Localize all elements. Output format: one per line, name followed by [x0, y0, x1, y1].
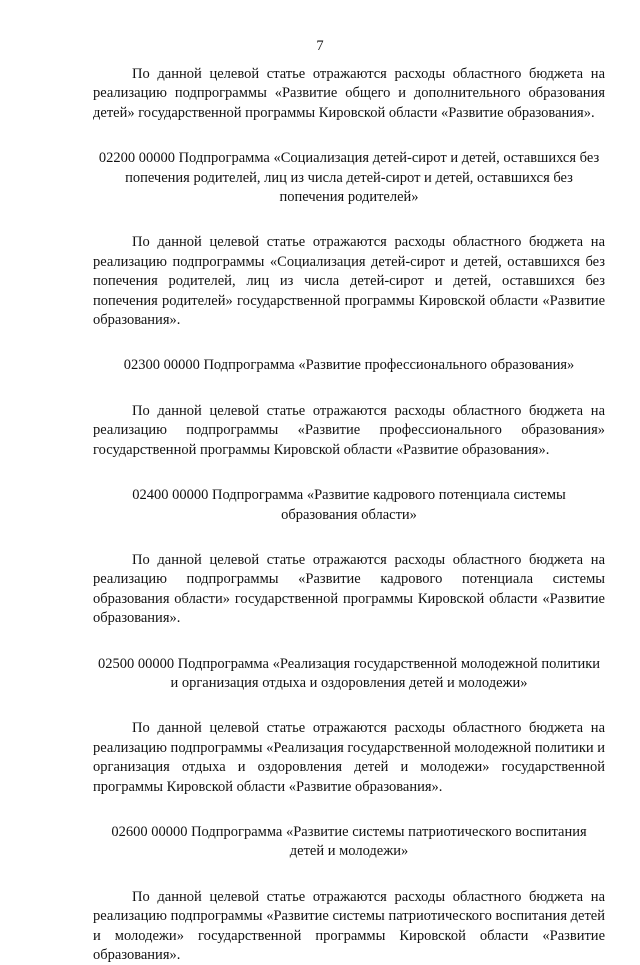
paragraph-subprogram-0210: По данной целевой статье отражаются расходы областного бюджета на реализацию подпрограммы «Развитие общего и дополнительного образования детей» государственной программы Кировской области «Развитие образования».	[93, 66, 605, 121]
paragraph-subprogram-02300: По данной целевой статье отражаются расходы областного бюджета на реализацию подпрограммы «Развитие профессионального образования» государственной программы Кировской области «Развитие образования».	[93, 402, 605, 458]
paragraph-subprogram-02200: По данной целевой статье отражаются расходы областного бюджета на реализацию подпрограммы «Социализация детей-сирот и детей, оставшихся без попечения родителей, лиц из числа детей-сирот и детей, оставшихся без попечения родителей» государственной программы Кировской области «Развитие образования».	[93, 234, 605, 329]
paragraph-subprogram-02600: По данной целевой статье отражаются расходы областного бюджета на реализацию подпрограммы «Развитие системы патриотического воспитания детей и молодежи» государственной программы Кировской области «Развитие образования».	[93, 888, 605, 963]
heading-subprogram-02300: 02300 00000 Подпрограмма «Развитие профессионального образования»	[123, 357, 575, 374]
heading-subprogram-02400: 02400 00000 Подпрограмма «Развитие кадрового потенциала системы образования области»	[132, 487, 566, 523]
heading-subprogram-02500: 02500 00000 Подпрограмма «Реализация государственной молодежной политики и организация отдыха и оздоровления детей и молодежи»	[97, 655, 601, 691]
page-number: 7	[316, 38, 324, 54]
heading-subprogram-02600: 02600 00000 Подпрограмма «Развитие системы патриотического воспитания детей и молодежи»	[111, 823, 587, 860]
document-body	[93, 65, 605, 965]
paragraph-subprogram-02400: По данной целевой статье отражаются расходы областного бюджета на реализацию подпрограммы «Развитие кадрового потенциала системы образования области» государственной программы Кировской области «Развитие образования».	[93, 551, 605, 627]
paragraph-subprogram-02500: По данной целевой статье отражаются расходы областного бюджета на реализацию подпрограммы «Реализация государственной молодежной политики и организация отдыха и оздоровления детей и молодежи» государственной программы Кировской области «Развитие образования».	[93, 720, 606, 795]
heading-subprogram-02200: 02200 00000 Подпрограмма «Социализация детей-сирот и детей, оставшихся без попечения родителей, лиц из числа детей-сирот и детей, оставшихся без попечения родителей»	[98, 150, 600, 206]
